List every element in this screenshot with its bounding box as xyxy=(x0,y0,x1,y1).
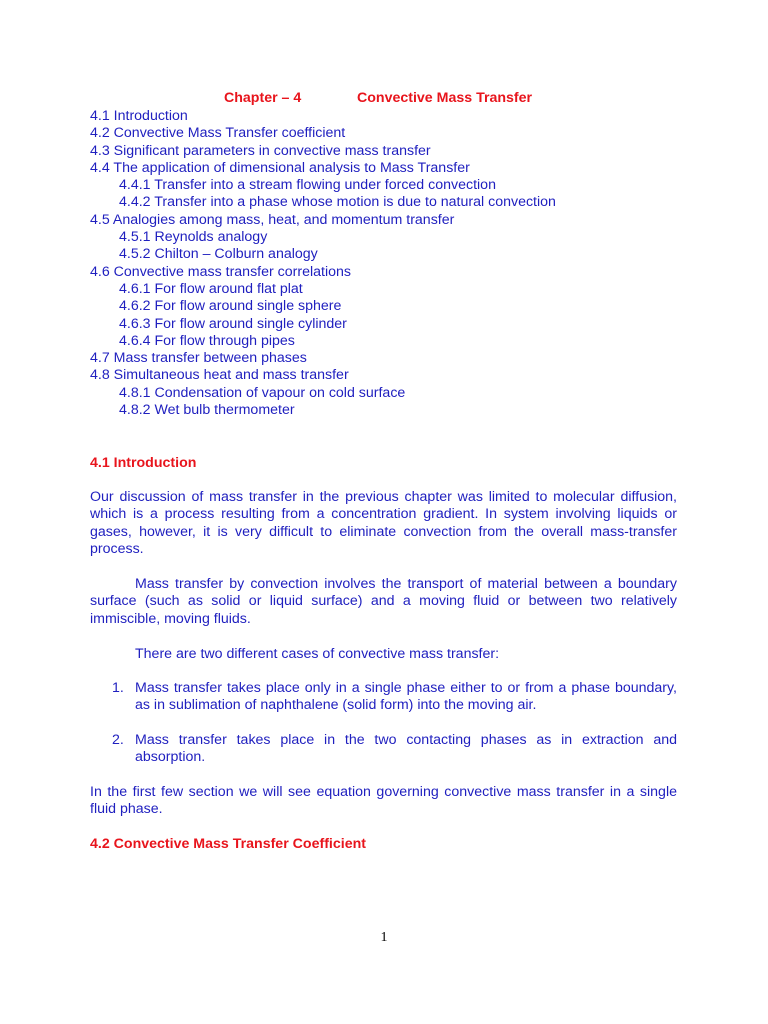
toc-item: 4.4.1 Transfer into a stream flowing under forced convection xyxy=(119,177,496,194)
chapter-title: Convective Mass Transfer xyxy=(357,90,533,106)
item-number: 1. xyxy=(112,680,124,696)
section-heading-introduction: 4.1 Introduction xyxy=(90,455,197,471)
table-of-contents xyxy=(90,108,556,419)
toc-item: 4.8 Simultaneous heat and mass transfer xyxy=(90,367,349,384)
toc-item: 4.6 Convective mass transfer correlations xyxy=(90,263,352,280)
intro-paragraph-4: In the first few section we will see equation governing convective mass transfer in a single fluid phase. xyxy=(90,784,677,818)
item-number: 2. xyxy=(112,732,124,748)
item-text: Mass transfer takes place in the two contacting phases as in extraction and absorption. xyxy=(135,732,677,766)
toc-item: 4.6.1 For flow around flat plat xyxy=(119,280,303,297)
toc-item: 4.1 Introduction xyxy=(90,108,188,124)
chapter-label: Chapter – 4 xyxy=(224,90,302,106)
section-heading-coefficient: 4.2 Convective Mass Transfer Coefficient xyxy=(90,836,366,852)
toc-item: 4.6.3 For flow around single cylinder xyxy=(119,315,347,332)
item-text: Mass transfer takes place only in a single phase either to or from a phase boundary, as in sublimation of naphthalene (solid form) into the moving air. xyxy=(135,680,677,714)
intro-paragraph-3: There are two different cases of convective mass transfer: xyxy=(135,646,500,662)
intro-paragraph-2: Mass transfer by convection involves the transport of material between a boundary surface (such as solid or liquid surface) and a moving fluid or between two relatively immiscible, moving fluids. xyxy=(90,576,677,627)
page-number: 1 xyxy=(380,930,388,945)
toc-item: 4.3 Significant parameters in convective mass transfer xyxy=(90,142,431,159)
toc-item: 4.6.4 For flow through pipes xyxy=(119,332,295,349)
toc-item: 4.5.1 Reynolds analogy xyxy=(119,229,268,246)
intro-paragraph-1: Our discussion of mass transfer in the previous chapter was limited to molecular diffusion, which is a process resulting from a concentration gradient. In system involving liquids or gases, however, it is very difficult to eliminate convection from the overall mass-transfer process. xyxy=(90,489,677,558)
toc-item: 4.5 Analogies among mass, heat, and momentum transfer xyxy=(90,211,455,228)
toc-item: 4.2 Convective Mass Transfer coefficient xyxy=(90,125,346,142)
toc-item: 4.7 Mass transfer between phases xyxy=(90,350,307,367)
toc-item: 4.4 The application of dimensional analysis to Mass Transfer xyxy=(90,159,470,176)
toc-item: 4.8.2 Wet bulb thermometer xyxy=(119,402,295,419)
toc-item: 4.5.2 Chilton – Colburn analogy xyxy=(119,246,318,263)
toc-item: 4.8.1 Condensation of vapour on cold surface xyxy=(119,384,406,401)
toc-item: 4.6.2 For flow around single sphere xyxy=(119,298,342,315)
toc-item: 4.4.2 Transfer into a phase whose motion is due to natural convection xyxy=(119,194,556,211)
